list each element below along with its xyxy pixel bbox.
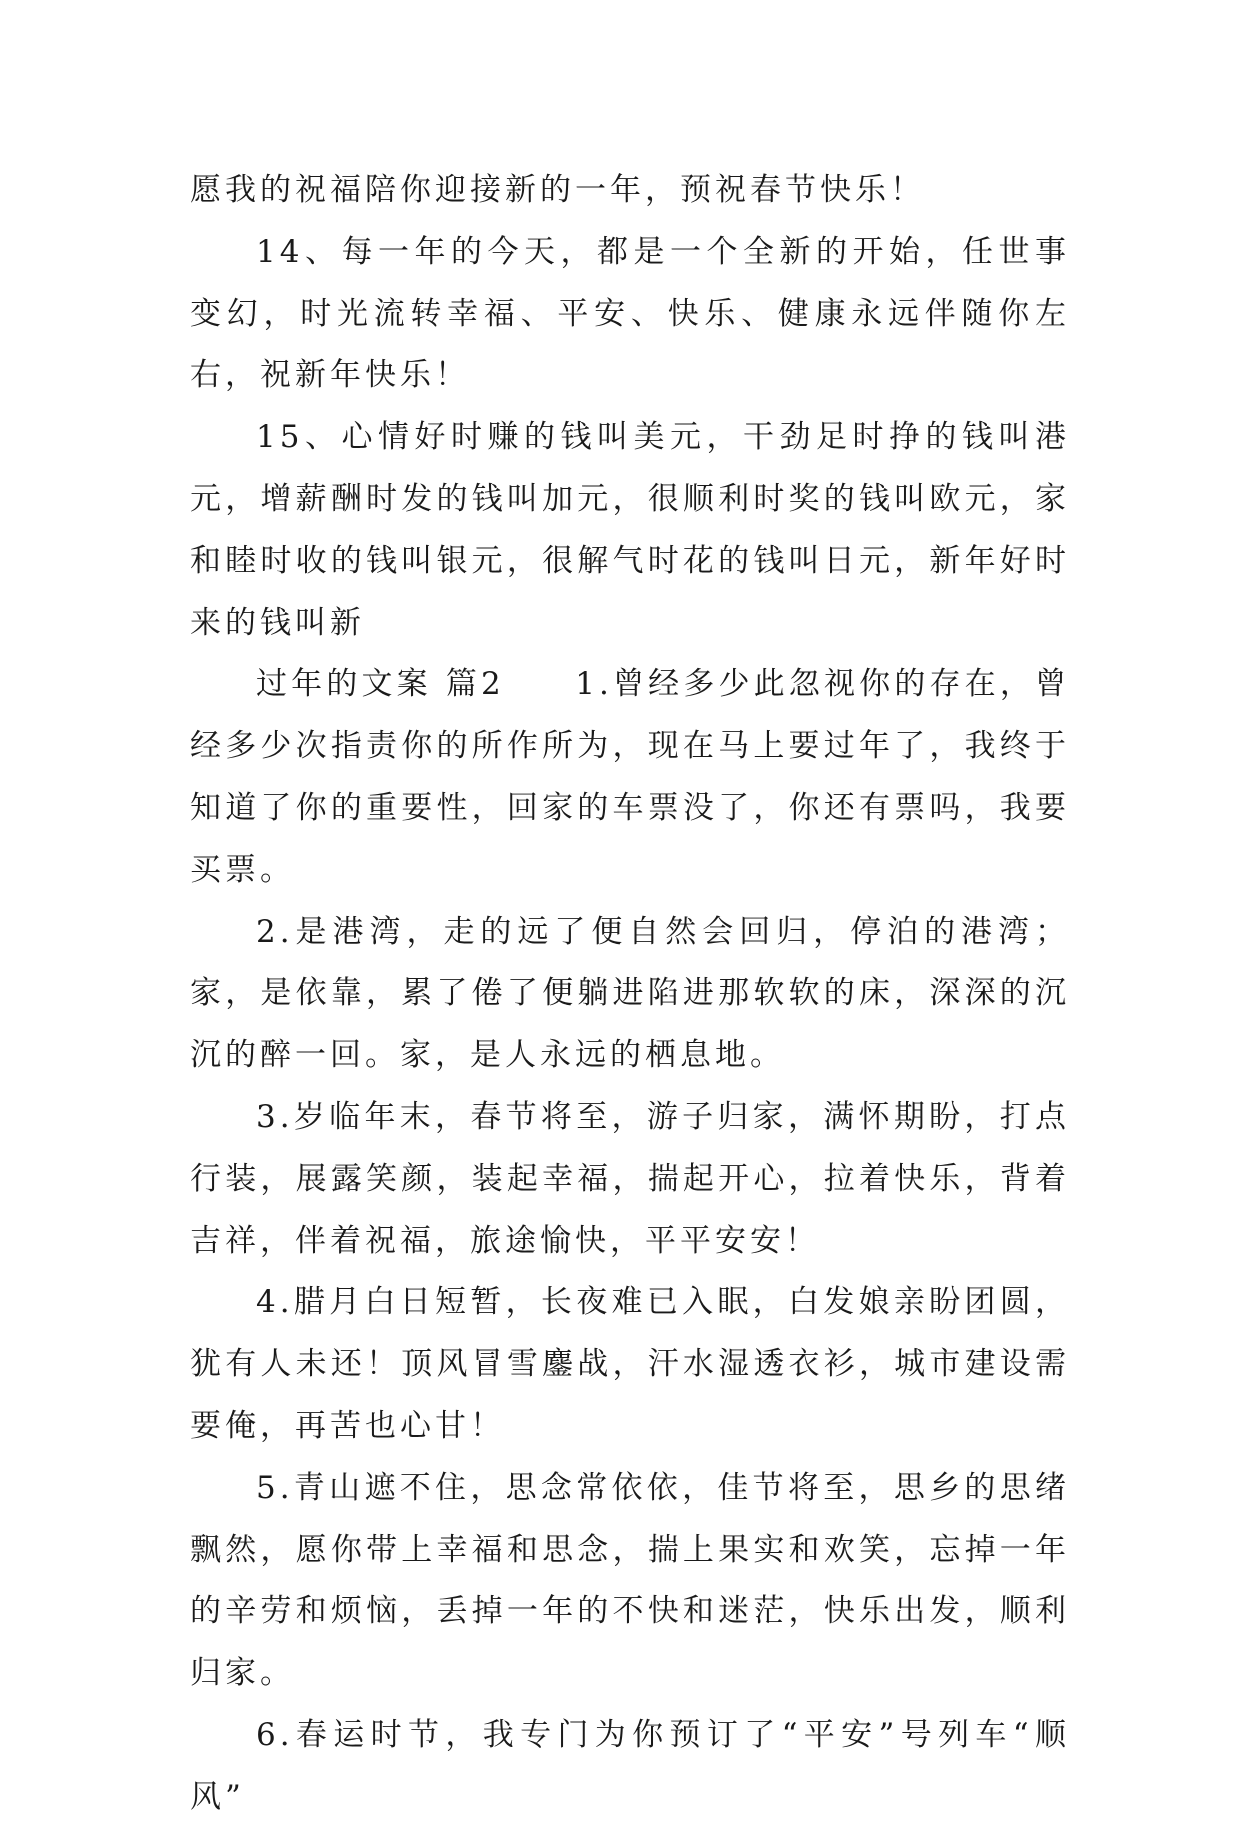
paragraph-6: 3.岁临年末，春节将至，游子归家，满怀期盼，打点行装，展露笑颜，装起幸福，揣起开心，拉着快乐，背着吉祥，伴着祝福，旅途愉快，平平安安！ [190,1098,1070,1259]
paragraph-8: 5.青山遮不住，思念常依依，佳节将至，思乡的思绪飘然，愿你带上幸福和思念，揣上果实和欢笑，忘掉一年的辛劳和烦恼，丢掉一年的不快和迷茫，快乐出发，顺利归家。 [190,1469,1070,1692]
paragraph-2: 14、每一年的今天，都是一个全新的开始，任世事变幻，时光流转幸福、平安、快乐、健康永远伴随你左右，祝新年快乐！ [190,233,1070,394]
paragraph-4: 过年的文案 篇2 1.曾经多少此忽视你的存在，曾经多少次指责你的所作所为，现在马上要过年了，我终于知道了你的重要性，回家的车票没了，你还有票吗，我要买票。 [190,666,1070,888]
paragraph-3: 15、心情好时赚的钱叫美元，干劲足时挣的钱叫港元，增薪酬时发的钱叫加元，很顺利时奖的钱叫欧元，家和睦时收的钱叫银元，很解气时花的钱叫日元，新年好时来的钱叫新 [190,419,1070,641]
paragraph-5: 2.是港湾，走的远了便自然会回归，停泊的港湾；家，是依靠，累了倦了便躺进陷进那软软的床，深深的沉沉的醉一回。家，是人永远的栖息地。 [190,913,1070,1074]
paragraph-1: 愿我的祝福陪你迎接新的一年，预祝春节快乐！ [190,172,925,208]
document-body [190,160,1070,1829]
paragraph-9: 6.春运时节，我专门为你预订了“平安”号列车“顺风” [190,1716,1070,1815]
paragraph-7: 4.腊月白日短暂，长夜难已入眠，白发娘亲盼团圆，犹有人未还！顶风冒雪鏖战，汗水湿透衣衫，城市建设需要俺，再苦也心甘！ [190,1284,1070,1444]
